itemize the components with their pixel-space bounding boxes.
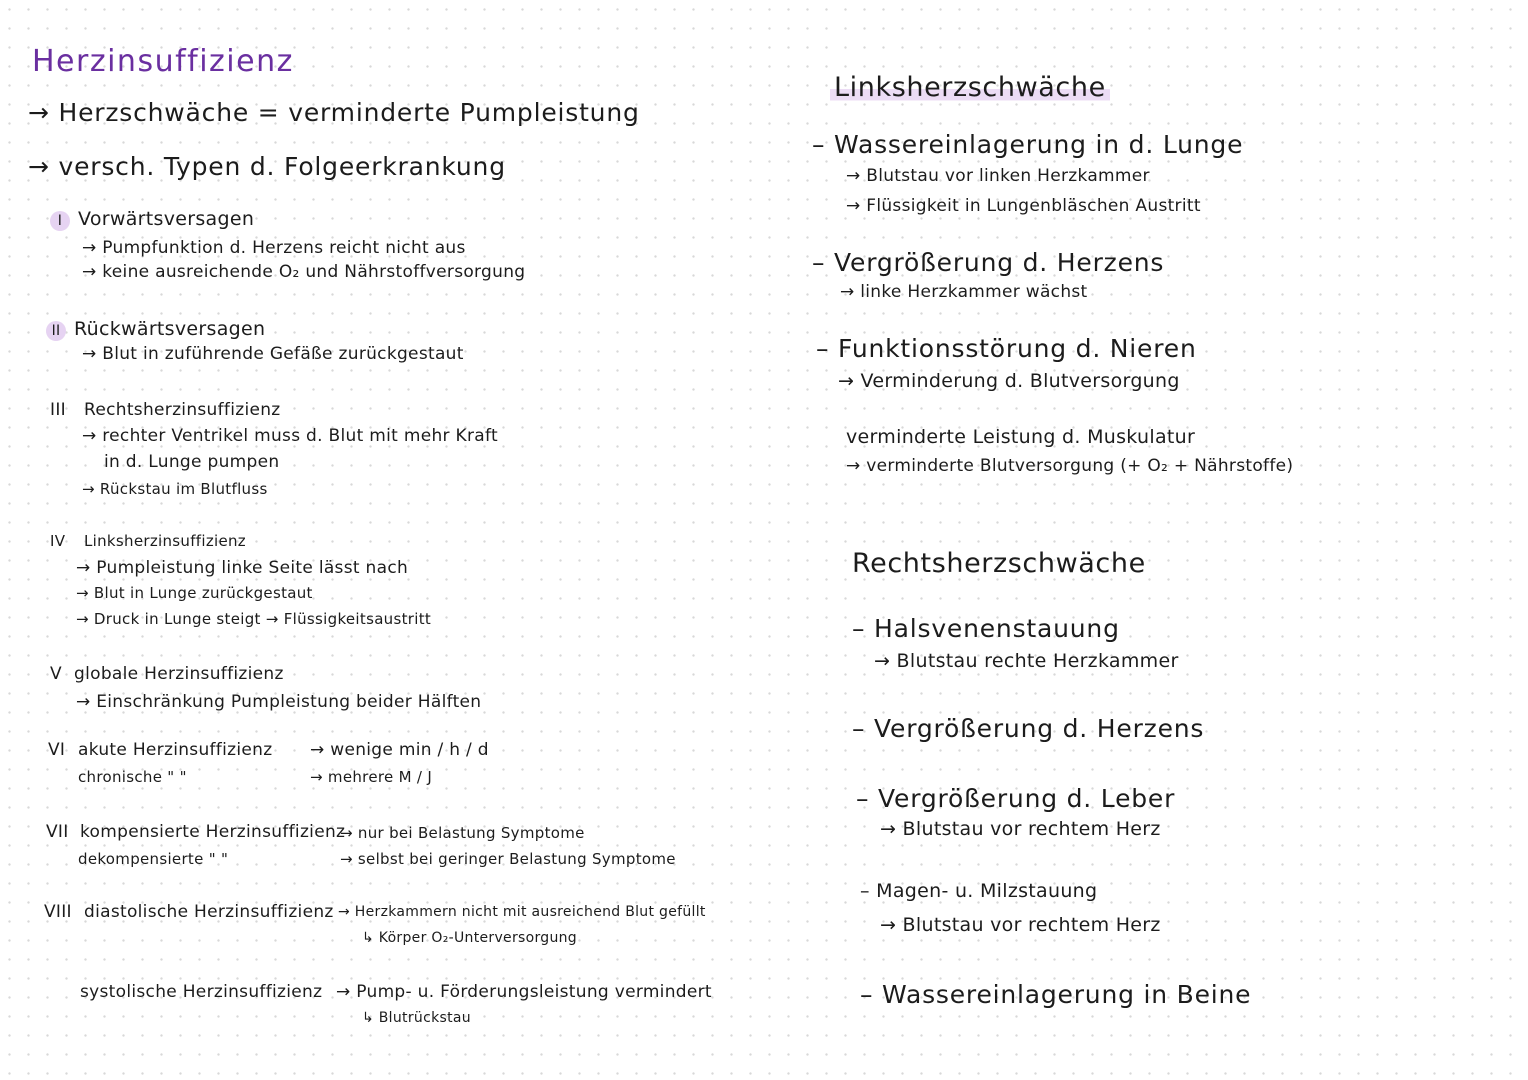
page-title: Herzinsuffizienz [32,44,294,79]
type-8-label: diastolische Herzinsuffizienz [84,902,334,922]
right-item-4-sub: → Blutstau vor rechtem Herz [880,914,1161,936]
type-4-line-3: → Druck in Lunge steigt → Flüssigkeitsaustritt [76,610,432,628]
type-1-number: I [50,211,70,231]
type-9-label: systolische Herzinsuffizienz [80,982,323,1002]
type-1-line-1: → Pumpfunktion d. Herzens reicht nicht aus [82,238,466,258]
type-4-line-2: → Blut in Lunge zurückgestaut [76,584,313,602]
left-item-1-sub-2: → Flüssigkeit in Lungenbläschen Austritt [846,196,1201,216]
type-4-heading [50,532,246,550]
type-8-heading [44,902,334,922]
type-7-number: VII [46,822,69,842]
left-item-2-sub-1: → linke Herzkammer wächst [840,282,1088,302]
right-item-3-sub: → Blutstau vor rechtem Herz [880,818,1161,840]
left-heart-heading [830,72,1110,103]
left-heart-heading-text: Linksherzschwäche [830,72,1110,103]
left-item-2-main: – Vergrößerung d. Herzens [812,248,1165,277]
type-6-arrow-1: → wenige min / h / d [310,740,489,760]
type-6-heading [48,740,272,760]
type-5-line-1: → Einschränkung Pumpleistung beider Hälften [76,692,482,712]
type-4-line-1: → Pumpleistung linke Seite lässt nach [76,558,409,578]
type-2-label: Rückwärtsversagen [74,318,266,340]
type-5-heading [50,664,284,684]
intro-line-2: → versch. Typen d. Folgeerkrankung [28,152,506,181]
type-4-label: Linksherzinsuffizienz [84,532,246,550]
type-1-heading [50,208,254,231]
type-7-heading [46,822,345,842]
type-6-label: akute Herzinsuffizienz [78,740,273,760]
type-4-number: IV [50,532,66,550]
type-6-arrow-2: → mehrere M / J [310,768,433,786]
type-3-label: Rechtsherzinsuffizienz [84,400,281,420]
right-item-1-sub: → Blutstau rechte Herzkammer [874,650,1179,672]
type-7-arrow-1: → nur bei Belastung Symptome [340,824,585,842]
left-item-1-main: – Wassereinlagerung in d. Lunge [812,130,1244,159]
type-5-number: V [50,664,62,684]
left-item-1-sub-1: → Blutstau vor linken Herzkammer [846,166,1150,186]
type-3-line-3: → Rückstau im Blutfluss [82,480,268,498]
type-3-line-1: → rechter Ventrikel muss d. Blut mit mehr Kraft [82,426,498,446]
left-item-3-main: – Funktionsstörung d. Nieren [816,334,1197,363]
right-item-1-main: – Halsvenenstauung [852,614,1120,643]
type-2-number: II [46,321,66,341]
left-item-4-sub-1: → verminderte Blutversorgung (+ O₂ + Nährstoffe) [846,456,1294,476]
type-8-arrow-2: ↳ Körper O₂-Unterversorgung [362,930,577,946]
type-3-number: III [50,400,66,420]
type-9-arrow-1: → Pump- u. Förderungsleistung vermindert [336,982,712,1002]
type-6-label-2: chronische " " [78,768,187,786]
type-3-heading [50,400,281,420]
type-3-line-2: in d. Lunge pumpen [104,452,280,472]
type-8-arrow-1: → Herzkammern nicht mit ausreichend Blut gefüllt [338,904,706,920]
type-8-number: VIII [44,902,72,922]
type-7-label-2: dekompensierte " " [78,850,229,868]
type-1-line-2: → keine ausreichende O₂ und Nährstoffversorgung [82,262,526,282]
type-2-line-1: → Blut in zuführende Gefäße zurückgestaut [82,344,464,364]
right-item-5-main: – Wassereinlagerung in Beine [860,980,1252,1009]
right-item-3-main: – Vergrößerung d. Leber [856,784,1176,813]
left-item-4-main: verminderte Leistung d. Muskulatur [846,426,1196,448]
type-7-label: kompensierte Herzinsuffizienz [80,822,346,842]
type-6-number: VI [48,740,66,760]
left-item-3-sub-1: → Verminderung d. Blutversorgung [838,370,1180,392]
type-9-arrow-2: ↳ Blutrückstau [362,1010,471,1026]
right-item-4-main: – Magen- u. Milzstauung [860,880,1098,902]
type-7-arrow-2: → selbst bei geringer Belastung Symptome [340,850,676,868]
type-2-heading [46,318,265,341]
right-item-2-main: – Vergrößerung d. Herzens [852,714,1205,743]
intro-line-1: → Herzschwäche = verminderte Pumpleistung [28,98,640,127]
right-heart-heading: Rechtsherzschwäche [852,548,1146,579]
type-5-label: globale Herzinsuffizienz [74,664,284,684]
type-1-label: Vorwärtsversagen [78,208,255,230]
